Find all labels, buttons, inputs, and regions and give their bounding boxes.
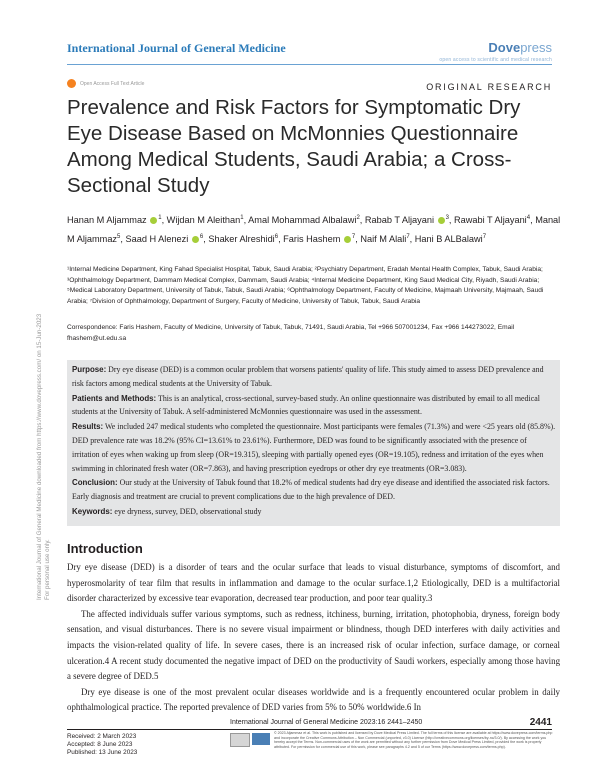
purpose-text: Dry eye disease (DED) is a common ocular problem that worsens patients' quality of life. This study aimed to assess DED prevalence and risk factors among medical students at the University of Tabuk. — [72, 365, 544, 388]
author-name: Hanan M Aljammaz — [67, 215, 147, 226]
author: Amal Mohammad Albalawi$^2$, — [248, 215, 365, 226]
author-affiliation-number: 7 — [351, 234, 356, 241]
publisher-sub: press — [520, 40, 552, 55]
author-name: Shaker Alreshidi — [208, 234, 275, 245]
author-affiliation-number: 7 — [482, 234, 487, 241]
author: Faris Hashem $^7$, — [283, 234, 361, 245]
results-label: Results: — [72, 422, 104, 432]
author: Saad H Alenezi $^6$, — [125, 234, 209, 245]
author-name: Manal M Aljammaz — [67, 215, 561, 245]
journal-title: International Journal of General Medicine — [67, 41, 286, 55]
article-title: Prevalence and Risk Factors for Symptomatic Dry Eye Disease Based on McMonnies Questionnaire Among Medical Students, Saudi Arabia; a Cross-Sectional Study — [67, 96, 521, 197]
author-list — [67, 210, 562, 248]
abstract-results — [72, 420, 556, 475]
published-date: Published: 13 June 2023 — [67, 749, 138, 756]
footer-rule — [67, 729, 552, 730]
introduction-body — [67, 560, 560, 716]
accepted-date: Accepted: 8 June 2023 — [67, 741, 133, 748]
license-text: © 2023 Aljammaz et al. This work is published and licensed by Dove Medical Press Limited. The full terms of this license are available at https://www.dovepress.com/terms.php and incorporate the Creative Commons Attribution – Non Commercial (unported, v3.0) License (http://creativecommons.org/licenses/by-nc/3.0/). By accessing the work you hereby accept the Terms. Non-commercial uses of the work are permitted without any further permission from Dove Medical Press Limited, provided the work is properly attributed. For permission for commercial use of this work, please see paragraphs 4.2 and 5 of our Terms (https://www.dovepress.com/terms.php). — [274, 731, 553, 749]
orcid-icon[interactable] — [150, 217, 157, 224]
results-text: We included 247 medical students who completed the questionnaire. Most participants were females (71.3%) and were <25 years old (85.8%). DED prevalence rate was 18.2% (95% CI=13.61% to 23.61%). Furthermore, DED was found to be significantly associated with the presence of irritation of eyes when waking up from sleep (OR=19.315), sleeping with partially opened eyes (OR=19.105), redness and irritation of the eyes when swimming in chlorinated fresh water (OR=7.863), and having prescription eyedrops or other dry eye treatments (OR=3.083). — [72, 422, 556, 473]
orcid-icon[interactable] — [344, 236, 351, 243]
keywords-text: eye dryness, survey, DED, observational study — [112, 506, 262, 516]
side-note-line1: International Journal of General Medicine downloaded from https://www.dovepress.com/ on 15-Jun-2023 — [36, 313, 43, 600]
author-name: Rabab T Aljayani — [364, 215, 435, 226]
intro-paragraph-3: Dry eye disease is one of the most prevalent ocular diseases worldwide and is a frequently encountered ocular problem in daily ophthalmological practice. The reported prevalence of DED varies from 5% to 50% worldwide.6 In — [67, 686, 560, 713]
author-name: Naif M Alali — [360, 234, 407, 245]
author-name: Rawabi T Aljayani — [454, 215, 527, 226]
affiliations: ¹Internal Medicine Department, King Fahad Specialist Hospital, Tabuk, Saudi Arabia; ²Psychiatry Department, Eradah Mental Health Complex, Tabuk, Saudi Arabia; ³Ophthalmology Department, Dammam Medical Complex, Dammam, Saudi Arabia; ⁴Internal Medicine Department, King Saud Medical City, Riyadh, Saudi Arabia; ⁵Medical Laboratory Department, University of Tabuk, Tabuk, Saudi Arabia; ⁶Ophthalmology Department, Faculty of Medicine, Majmaah University, Majmaah, Saudi Arabia; ⁷Division of Ophthalmology, Department of Surgery, Faculty of Medicine, University of Tabuk, Tabuk, Saudi Arabia — [67, 266, 544, 305]
author: Rawabi T Aljayani$^4$, — [454, 215, 536, 226]
methods-text: This is an analytical, cross-sectional, survey-based study. An online questionnaire was distributed by email to all medical students at the University of Tabuk. A self-administered McMonnies questionnaire was used in the assessment. — [72, 393, 540, 417]
publisher-logo — [488, 40, 552, 55]
conclusion-text: Our study at the University of Tabuk found that 18.2% of medical students had dry eye disease and identified the associated risk factors. Early diagnosis and treatment are crucial to prevent complications due to the high prevalence of DED. — [72, 478, 550, 502]
orcid-icon[interactable] — [192, 236, 199, 243]
abstract-keywords — [72, 505, 556, 519]
author: Rabab T Aljayani $^3$, — [364, 215, 455, 226]
author: Hanan M Aljammaz $^1$, — [67, 215, 167, 226]
keywords-label: Keywords: — [72, 506, 113, 516]
page-number: 2441 — [529, 717, 552, 728]
correspondence: Correspondence: Faris Hashem, Faculty of Medicine, University of Tabuk, Tabuk, 71491, Saudi Arabia, Tel +966 507001234, Fax +966 144273022, Email fhashem@ut.edu.sa — [67, 324, 515, 342]
author-affiliation-number: 5 — [117, 234, 121, 241]
header-rule — [67, 64, 552, 65]
author-name: Saad H Alenezi — [125, 234, 189, 245]
side-note-line2: For personal use only. — [44, 539, 51, 600]
citation: International Journal of General Medicine 2023:16 2441–2450 — [230, 719, 423, 726]
intro-paragraph-1: Dry eye disease (DED) is a disorder of tears and the ocular surface that leads to visual disturbance, symptoms of discomfort, and hyperosmolarity of tear film that results in inflammation and damage to the ocular surface.1,2 Etiologically, DED is a multifactorial disorder characterized by excessive tear evaporation, decreased tear production, and poor tear quality.3 — [67, 562, 560, 604]
open-access-text: Open Access Full Text Article — [80, 80, 145, 87]
author-affiliation-number: 6 — [199, 234, 204, 241]
conclusion-label: Conclusion: — [72, 478, 118, 488]
publisher-main: Dove — [488, 40, 521, 55]
abstract-purpose — [72, 363, 556, 391]
orcid-icon[interactable] — [438, 217, 445, 224]
side-watermark — [30, 160, 70, 600]
article-dates — [67, 733, 137, 757]
introduction-heading: Introduction — [67, 541, 143, 556]
author-affiliation-number: 4 — [526, 215, 531, 221]
author-name: Hani B ALBalawi — [414, 234, 483, 245]
author: Naif M Alali$^7$, — [360, 234, 415, 245]
author-affiliation-number: 2 — [356, 215, 360, 221]
author: Wijdan M Aleithan$^1$, — [166, 215, 249, 226]
author: Shaker Alreshidi$^6$, — [208, 234, 284, 245]
publisher-tagline: open access to scientific and medical research — [439, 57, 552, 63]
cc-license-icon — [230, 733, 250, 747]
methods-label: Patients and Methods: — [72, 393, 157, 403]
dove-logo-icon — [252, 733, 270, 745]
author-affiliation-number: 6 — [274, 234, 279, 241]
abstract-conclusion — [72, 476, 556, 504]
author-name: Wijdan M Aleithan — [166, 215, 241, 226]
author-affiliation-number: 1 — [240, 215, 244, 221]
article-type: ORIGINAL RESEARCH — [426, 82, 552, 92]
intro-paragraph-2: The affected individuals suffer various symptoms, such as redness, itchiness, burning, irritation, photophobia, dryness, foreign body sensation, and visual disturbances. There is no severe visual impairment or blindness, though DED interferes with daily activities and impacts the vision-related quality of life. In severe cases, there is an increased risk of ocular infection, surface damage, or corneal ulceration.4 A recent study documented the negative impact of DED on the productivity of Saudi workers, especially among those having a severe degree of DED.5 — [67, 608, 560, 682]
received-date: Received: 2 March 2023 — [67, 733, 137, 740]
author-affiliation-number: 7 — [406, 234, 410, 241]
purpose-label: Purpose: — [72, 365, 107, 374]
author-affiliation-number: 3 — [445, 215, 449, 221]
author: Manal M Aljammaz$^5$, — [67, 215, 561, 245]
author-affiliation-number: 1 — [158, 215, 162, 221]
author — [415, 234, 486, 244]
abstract-methods — [72, 392, 556, 420]
author-name: Faris Hashem — [283, 234, 341, 245]
open-access-icon — [67, 79, 76, 88]
abstract — [72, 363, 556, 520]
open-access-label — [67, 79, 144, 88]
author-name: Amal Mohammad Albalawi — [248, 215, 357, 226]
